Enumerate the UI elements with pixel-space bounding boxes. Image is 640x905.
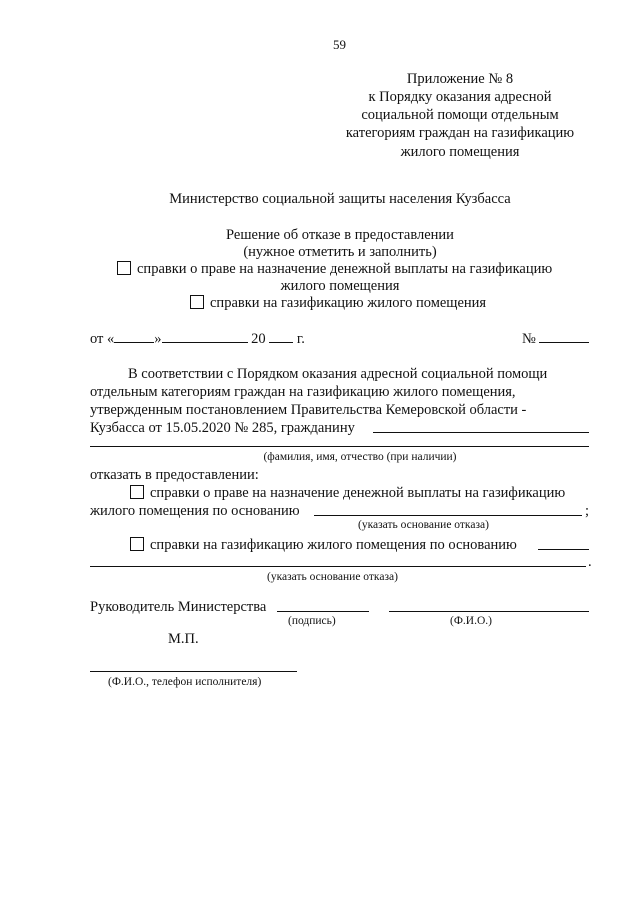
body-line: В соответствии с Порядком оказания адресной социальной помощи [128,366,548,382]
citizen-field[interactable] [373,432,589,433]
number-field[interactable] [539,330,589,343]
reason-caption-2: (указать основание отказа) [267,571,398,583]
option-label-cont: жилого помещения [280,278,400,294]
body-line: отдельным категориям граждан на газификацию жилого помещения, [90,384,516,400]
date-row [90,330,305,348]
appendix-line: Приложение № 8 [406,71,514,87]
sign-caption: (подпись) [288,615,336,627]
ministry-title: Министерство социальной защиты населения Кузбасса [169,191,511,207]
number-label: № [522,331,536,347]
reason-caption-1: (указать основание отказа) [358,519,489,531]
fio-caption: (фамилия, имя, отчество (при наличии) [263,451,457,463]
signature-field[interactable] [277,611,369,612]
reason-field-2b[interactable] [90,566,586,567]
stamp-label: М.П. [168,631,199,647]
year-prefix: 20 [251,331,266,347]
decision-option-2 [190,294,486,312]
executor-field[interactable] [90,671,297,672]
semicolon: ; [585,503,590,519]
page-number: 59 [333,37,346,52]
appendix-line: социальной помощи отдельным [361,107,559,124]
body-line: Кузбасса от 15.05.2020 № 285, гражданину [90,420,355,436]
head-fio-field[interactable] [389,611,589,612]
period: . [588,554,592,570]
decision-hint: (нужное отметить и заполнить) [243,244,437,260]
refuse-label: отказать в предоставлении: [90,467,259,483]
checkbox[interactable] [117,261,131,275]
refuse-option-1 [130,484,565,502]
refuse-option-2 [130,536,517,554]
checkbox[interactable] [130,537,144,551]
option-label-cont: жилого помещения по основанию [90,503,300,519]
reason-field-1[interactable] [314,515,582,516]
year-field[interactable] [269,330,293,343]
month-field[interactable] [162,330,248,343]
checkbox[interactable] [190,295,204,309]
appendix-line: жилого помещения [400,143,520,160]
year-suffix: г. [296,331,305,347]
body-line: утвержденным постановлением Правительства Кемеровской области - [90,402,527,418]
appendix-block [340,70,580,161]
executor-caption: (Ф.И.О., телефон исполнителя) [108,676,262,688]
appendix-line: категориям граждан на газификацию [345,125,575,142]
decision-title: Решение об отказе в предоставлении [226,227,454,243]
reason-field-2[interactable] [538,549,589,550]
option-label: справки о праве на назначение денежной выплаты на газификацию [150,485,566,501]
number-row [522,330,589,348]
option-label: справки о праве на назначение денежной выплаты на газификацию [137,261,553,277]
quote-close: » [154,331,162,347]
checkbox[interactable] [130,485,144,499]
day-field[interactable] [114,330,154,343]
citizen-field-2[interactable] [90,446,589,447]
decision-option-1 [117,260,552,278]
option-label: справки на газификацию жилого помещения по основанию [150,537,517,553]
appendix-line: к Порядку оказания адресной [368,89,552,106]
head-label: Руководитель Министерства [90,599,267,615]
date-from-label: от « [90,331,115,347]
head-fio-caption: (Ф.И.О.) [450,615,492,627]
option-label: справки на газификацию жилого помещения [210,295,487,311]
